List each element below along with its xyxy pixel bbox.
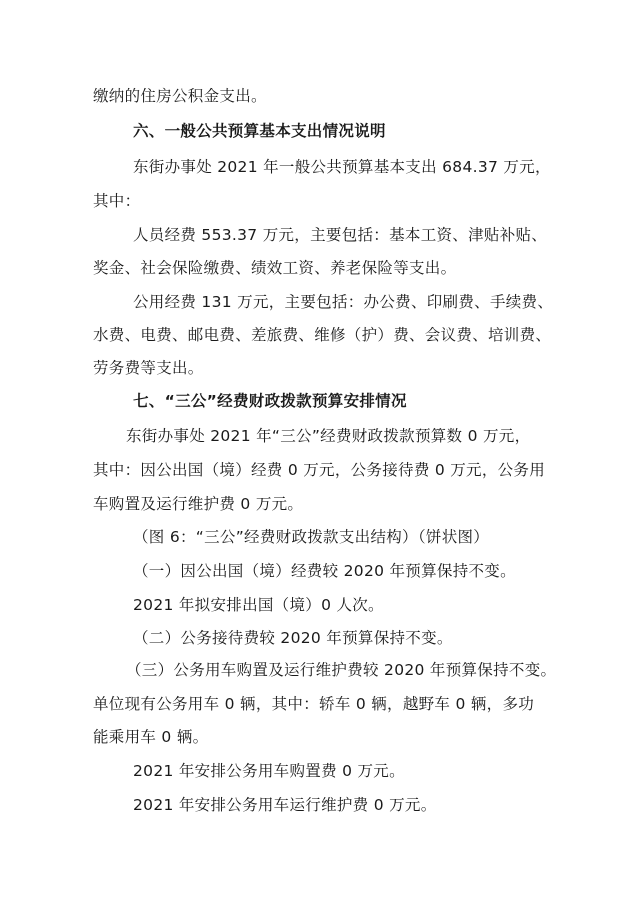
section-heading-6: 六、一般公共预算基本支出情况说明 — [133, 122, 386, 140]
paragraph-line: 其中： — [93, 192, 141, 210]
paragraph-line: 人员经费 553.37 万元，主要包括：基本工资、津贴补贴、 — [133, 226, 548, 244]
section-heading-7: 七、“三公”经费财政拨款预算安排情况 — [133, 392, 407, 410]
paragraph-line: （二）公务接待费较 2020 年预算保持不变。 — [133, 629, 453, 647]
paragraph-line: （一）因公出国（境）经费较 2020 年预算保持不变。 — [133, 562, 516, 580]
paragraph-line: 公用经费 131 万元，主要包括：办公费、印刷费、手续费、 — [133, 293, 554, 311]
paragraph-line: 东街办事处 2021 年一般公共预算基本支出 684.37 万元， — [133, 158, 551, 176]
figure-caption: （图 6：“三公”经费财政拨款支出结构）（饼状图） — [133, 528, 490, 546]
paragraph-line: 东街办事处 2021 年“三公”经费财政拨款预算数 0 万元， — [126, 427, 531, 445]
paragraph-line: 2021 年安排公务用车购置费 0 万元。 — [133, 762, 405, 780]
paragraph-line: （三）公务用车购置及运行维护费较 2020 年预算保持不变。 — [126, 661, 557, 679]
paragraph-line: 奖金、社会保险缴费、绩效工资、养老保险等支出。 — [93, 259, 457, 277]
paragraph-line: 能乘用车 0 辆。 — [93, 728, 209, 746]
paragraph-line: 水费、电费、邮电费、差旅费、维修（护）费、会议费、培训费、 — [93, 326, 552, 344]
paragraph-line: 单位现有公务用车 0 辆，其中：轿车 0 辆，越野车 0 辆，多功 — [93, 695, 535, 713]
paragraph-line: 劳务费等支出。 — [93, 359, 204, 377]
paragraph-line: 缴纳的住房公积金支出。 — [93, 87, 267, 105]
paragraph-line: 其中：因公出国（境）经费 0 万元，公务接待费 0 万元，公务用 — [93, 461, 546, 479]
paragraph-line: 2021 年安排公务用车运行维护费 0 万元。 — [133, 796, 437, 814]
paragraph-line: 车购置及运行维护费 0 万元。 — [93, 495, 304, 513]
paragraph-line: 2021 年拟安排出国（境）0 人次。 — [133, 596, 384, 614]
